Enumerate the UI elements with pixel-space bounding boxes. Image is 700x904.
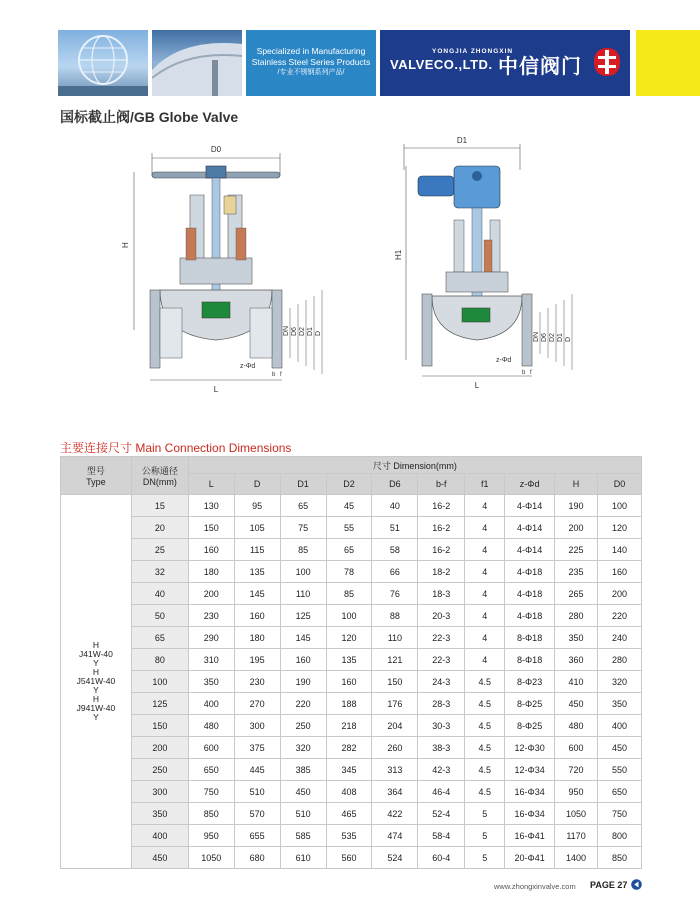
table-cell: 280 bbox=[555, 605, 598, 627]
table-cell: 30-3 bbox=[418, 715, 465, 737]
table-cell: 600 bbox=[188, 737, 234, 759]
type-line: J41W-40 bbox=[79, 649, 113, 659]
table-cell: 66 bbox=[372, 561, 418, 583]
table-cell: 800 bbox=[597, 825, 641, 847]
type-cell bbox=[61, 495, 132, 869]
header-photo-globe bbox=[58, 30, 148, 96]
table-cell: 78 bbox=[326, 561, 372, 583]
table-row bbox=[61, 847, 642, 869]
table-cell: 24-3 bbox=[418, 671, 465, 693]
slogan-line2: Stainless Steel Series Products bbox=[251, 57, 371, 67]
table-cell: 4 bbox=[465, 495, 505, 517]
footer-url: www.zhongxinvalve.com bbox=[494, 882, 576, 891]
dn-cell: 250 bbox=[131, 759, 188, 781]
table-cell: 450 bbox=[555, 693, 598, 715]
table-row bbox=[61, 517, 642, 539]
table-cell: 4 bbox=[465, 649, 505, 671]
table-row bbox=[61, 605, 642, 627]
table-cell: 385 bbox=[280, 759, 326, 781]
table-cell: 560 bbox=[326, 847, 372, 869]
table-cell: 16-Φ34 bbox=[505, 781, 555, 803]
electric-valve-drawing bbox=[394, 136, 572, 390]
label-bolt-left: z-Φd bbox=[240, 363, 256, 370]
table-cell: 120 bbox=[326, 627, 372, 649]
table-row bbox=[61, 627, 642, 649]
table-cell: 16-Φ41 bbox=[505, 825, 555, 847]
table-cell: 8-Φ25 bbox=[505, 715, 555, 737]
header-brand bbox=[380, 30, 630, 96]
dn-cell: 125 bbox=[131, 693, 188, 715]
table-cell: 270 bbox=[234, 693, 280, 715]
table-cell: 130 bbox=[188, 495, 234, 517]
zhongxin-logo-icon bbox=[592, 46, 622, 78]
dn-header-cn: 公称通径 bbox=[141, 466, 178, 476]
table-cell: 52-4 bbox=[418, 803, 465, 825]
type-line: H bbox=[92, 667, 99, 677]
table-cell: 650 bbox=[188, 759, 234, 781]
table-cell: 65 bbox=[326, 539, 372, 561]
table-cell: 585 bbox=[280, 825, 326, 847]
table-cell: 145 bbox=[280, 627, 326, 649]
table-cell: 42-3 bbox=[418, 759, 465, 781]
table-cell: 480 bbox=[555, 715, 598, 737]
table-cell: 524 bbox=[372, 847, 418, 869]
table-cell: 88 bbox=[372, 605, 418, 627]
table-cell: 16-2 bbox=[418, 539, 465, 561]
label-d-left: D bbox=[315, 330, 322, 336]
table-cell: 8-Φ18 bbox=[505, 627, 555, 649]
type-line: H bbox=[92, 640, 99, 650]
table-cell: 125 bbox=[280, 605, 326, 627]
label-d1-right: D1 bbox=[557, 333, 564, 342]
table-cell: 38-3 bbox=[418, 737, 465, 759]
table-cell: 20-3 bbox=[418, 605, 465, 627]
table-cell: 12-Φ34 bbox=[505, 759, 555, 781]
table-cell: 160 bbox=[234, 605, 280, 627]
table-cell: 85 bbox=[280, 539, 326, 561]
table-cell: 4-Φ14 bbox=[505, 517, 555, 539]
type-line: Y bbox=[93, 658, 99, 668]
column-header: D bbox=[234, 474, 280, 495]
label-d1-top: D1 bbox=[456, 136, 468, 145]
section-title: 主要连接尺寸 Main Connection Dimensions bbox=[60, 441, 292, 455]
label-d2-left: D2 bbox=[299, 327, 306, 336]
label-bolt-right: z-Φd bbox=[496, 357, 512, 364]
table-cell: 4 bbox=[465, 583, 505, 605]
type-header bbox=[61, 457, 132, 495]
table-cell: 100 bbox=[280, 561, 326, 583]
table-cell: 18-3 bbox=[418, 583, 465, 605]
table-row bbox=[61, 495, 642, 517]
label-f-right: f bbox=[530, 370, 532, 376]
table-cell: 320 bbox=[280, 737, 326, 759]
table-cell: 345 bbox=[326, 759, 372, 781]
table-cell: 40 bbox=[372, 495, 418, 517]
table-cell: 145 bbox=[234, 583, 280, 605]
label-l-left: L bbox=[213, 385, 219, 394]
table-cell: 8-Φ18 bbox=[505, 649, 555, 671]
table-cell: 16-2 bbox=[418, 495, 465, 517]
table-cell: 4.5 bbox=[465, 737, 505, 759]
table-cell: 750 bbox=[597, 803, 641, 825]
table-cell: 408 bbox=[326, 781, 372, 803]
table-cell: 8-Φ25 bbox=[505, 693, 555, 715]
table-cell: 310 bbox=[188, 649, 234, 671]
dn-cell: 350 bbox=[131, 803, 188, 825]
type-header-en: Type bbox=[86, 477, 106, 487]
table-cell: 135 bbox=[234, 561, 280, 583]
label-d-right: D bbox=[565, 336, 572, 342]
table-cell: 230 bbox=[234, 671, 280, 693]
table-cell: 95 bbox=[234, 495, 280, 517]
dn-cell: 32 bbox=[131, 561, 188, 583]
table-cell: 4.5 bbox=[465, 781, 505, 803]
brand-english: VALVECO.,LTD. bbox=[390, 57, 493, 72]
table-cell: 58-4 bbox=[418, 825, 465, 847]
table-cell: 76 bbox=[372, 583, 418, 605]
table-cell: 360 bbox=[555, 649, 598, 671]
table-cell: 4.5 bbox=[465, 671, 505, 693]
table-cell: 160 bbox=[280, 649, 326, 671]
table-row bbox=[61, 825, 642, 847]
table-row bbox=[61, 737, 642, 759]
table-cell: 100 bbox=[597, 495, 641, 517]
table-cell: 400 bbox=[188, 693, 234, 715]
dn-cell: 450 bbox=[131, 847, 188, 869]
table-cell: 480 bbox=[188, 715, 234, 737]
table-cell: 18-2 bbox=[418, 561, 465, 583]
dn-cell: 40 bbox=[131, 583, 188, 605]
dn-cell: 400 bbox=[131, 825, 188, 847]
dn-cell: 300 bbox=[131, 781, 188, 803]
type-line: J541W-40 bbox=[76, 676, 116, 686]
table-cell: 260 bbox=[372, 737, 418, 759]
type-line: Y bbox=[93, 685, 99, 695]
table-cell: 474 bbox=[372, 825, 418, 847]
table-cell: 5 bbox=[465, 825, 505, 847]
table-row bbox=[61, 539, 642, 561]
label-h1: H1 bbox=[394, 249, 403, 260]
dn-cell: 200 bbox=[131, 737, 188, 759]
table-cell: 120 bbox=[597, 517, 641, 539]
table-cell: 290 bbox=[188, 627, 234, 649]
table-cell: 282 bbox=[326, 737, 372, 759]
table-cell: 350 bbox=[597, 693, 641, 715]
table-cell: 850 bbox=[188, 803, 234, 825]
dn-cell: 20 bbox=[131, 517, 188, 539]
label-dn-left: DN bbox=[283, 325, 290, 336]
table-cell: 265 bbox=[555, 583, 598, 605]
label-b-right: b bbox=[522, 370, 526, 376]
table-cell: 190 bbox=[555, 495, 598, 517]
column-header: b-f bbox=[418, 474, 465, 495]
table-cell: 180 bbox=[188, 561, 234, 583]
table-cell: 200 bbox=[188, 583, 234, 605]
dn-cell: 65 bbox=[131, 627, 188, 649]
table-cell: 600 bbox=[555, 737, 598, 759]
table-cell: 58 bbox=[372, 539, 418, 561]
brand-pinyin: YONGJIA ZHONGXIN bbox=[432, 48, 514, 55]
column-header: D0 bbox=[597, 474, 641, 495]
table-cell: 150 bbox=[372, 671, 418, 693]
page-number: PAGE 27 bbox=[590, 880, 628, 890]
table-cell: 220 bbox=[280, 693, 326, 715]
table-cell: 115 bbox=[234, 539, 280, 561]
type-line: Y bbox=[93, 712, 99, 722]
table-cell: 240 bbox=[597, 627, 641, 649]
table-cell: 4 bbox=[465, 517, 505, 539]
table-cell: 160 bbox=[188, 539, 234, 561]
table-cell: 190 bbox=[280, 671, 326, 693]
table-cell: 160 bbox=[597, 561, 641, 583]
table-cell: 218 bbox=[326, 715, 372, 737]
dn-header bbox=[131, 457, 188, 495]
table-cell: 655 bbox=[234, 825, 280, 847]
table-cell: 4-Φ18 bbox=[505, 605, 555, 627]
brand-chinese: 中信阀门 bbox=[498, 56, 582, 78]
table-cell: 4-Φ14 bbox=[505, 495, 555, 517]
table-cell: 1050 bbox=[188, 847, 234, 869]
table-row bbox=[61, 561, 642, 583]
table-cell: 450 bbox=[597, 737, 641, 759]
slogan-line1: Specialized in Manufacturing bbox=[256, 46, 366, 56]
header-photo-tanks bbox=[152, 30, 242, 96]
table-row bbox=[61, 803, 642, 825]
dn-cell: 25 bbox=[131, 539, 188, 561]
table-cell: 110 bbox=[372, 627, 418, 649]
table-cell: 105 bbox=[234, 517, 280, 539]
table-cell: 100 bbox=[326, 605, 372, 627]
table-cell: 5 bbox=[465, 803, 505, 825]
table-cell: 16-Φ34 bbox=[505, 803, 555, 825]
header-yellow-block bbox=[636, 30, 700, 96]
table-row bbox=[61, 583, 642, 605]
table-cell: 28-3 bbox=[418, 693, 465, 715]
dimension-table bbox=[60, 456, 642, 869]
table-cell: 1170 bbox=[555, 825, 598, 847]
table-cell: 650 bbox=[597, 781, 641, 803]
table-cell: 20-Φ41 bbox=[505, 847, 555, 869]
table-row bbox=[61, 759, 642, 781]
table-cell: 150 bbox=[188, 517, 234, 539]
table-row bbox=[61, 693, 642, 715]
table-cell: 720 bbox=[555, 759, 598, 781]
label-d0: D0 bbox=[210, 145, 222, 154]
dn-cell: 80 bbox=[131, 649, 188, 671]
table-cell: 45 bbox=[326, 495, 372, 517]
table-cell: 5 bbox=[465, 847, 505, 869]
table-cell: 375 bbox=[234, 737, 280, 759]
table-cell: 195 bbox=[234, 649, 280, 671]
table-cell: 12-Φ30 bbox=[505, 737, 555, 759]
table-row bbox=[61, 671, 642, 693]
table-cell: 160 bbox=[326, 671, 372, 693]
dimension-header: 尺寸 Dimension(mm) bbox=[188, 457, 641, 474]
table-cell: 8-Φ23 bbox=[505, 671, 555, 693]
handwheel-valve-drawing bbox=[121, 145, 322, 394]
type-header-cn: 型号 bbox=[86, 466, 105, 476]
table-cell: 364 bbox=[372, 781, 418, 803]
header-slogan bbox=[246, 30, 376, 96]
table-cell: 4.5 bbox=[465, 693, 505, 715]
label-f-left: f bbox=[280, 372, 282, 378]
table-cell: 220 bbox=[597, 605, 641, 627]
table-cell: 65 bbox=[280, 495, 326, 517]
dn-cell: 15 bbox=[131, 495, 188, 517]
table-cell: 300 bbox=[234, 715, 280, 737]
dn-cell: 100 bbox=[131, 671, 188, 693]
table-cell: 4 bbox=[465, 605, 505, 627]
table-cell: 4.5 bbox=[465, 759, 505, 781]
label-l-right: L bbox=[474, 381, 480, 390]
table-cell: 230 bbox=[188, 605, 234, 627]
table-row bbox=[61, 649, 642, 671]
table-cell: 570 bbox=[234, 803, 280, 825]
slogan-line3: /专业不锈钢系列产品/ bbox=[277, 69, 345, 76]
table-cell: 750 bbox=[188, 781, 234, 803]
label-dn-right: DN bbox=[533, 331, 540, 342]
column-header: D1 bbox=[280, 474, 326, 495]
valve-drawings bbox=[120, 130, 590, 400]
table-cell: 140 bbox=[597, 539, 641, 561]
table-cell: 4-Φ14 bbox=[505, 539, 555, 561]
table-cell: 200 bbox=[597, 583, 641, 605]
table-row bbox=[61, 715, 642, 737]
table-cell: 85 bbox=[326, 583, 372, 605]
table-cell: 135 bbox=[326, 649, 372, 671]
label-b-left: b bbox=[272, 372, 276, 378]
table-cell: 950 bbox=[555, 781, 598, 803]
table-cell: 445 bbox=[234, 759, 280, 781]
table-cell: 313 bbox=[372, 759, 418, 781]
table-cell: 204 bbox=[372, 715, 418, 737]
table-cell: 1050 bbox=[555, 803, 598, 825]
table-cell: 320 bbox=[597, 671, 641, 693]
table-cell: 110 bbox=[280, 583, 326, 605]
column-header: L bbox=[188, 474, 234, 495]
table-cell: 22-3 bbox=[418, 649, 465, 671]
column-header: H bbox=[555, 474, 598, 495]
table-cell: 176 bbox=[372, 693, 418, 715]
label-h: H bbox=[121, 242, 130, 248]
label-d6-right: D6 bbox=[541, 333, 548, 342]
table-cell: 510 bbox=[280, 803, 326, 825]
table-cell: 400 bbox=[597, 715, 641, 737]
table-cell: 422 bbox=[372, 803, 418, 825]
table-cell: 235 bbox=[555, 561, 598, 583]
dn-cell: 150 bbox=[131, 715, 188, 737]
column-header: D2 bbox=[326, 474, 372, 495]
back-arrow-icon bbox=[631, 879, 642, 890]
column-header: D6 bbox=[372, 474, 418, 495]
table-cell: 410 bbox=[555, 671, 598, 693]
table-cell: 75 bbox=[280, 517, 326, 539]
table-cell: 280 bbox=[597, 649, 641, 671]
table-cell: 46-4 bbox=[418, 781, 465, 803]
table-cell: 450 bbox=[280, 781, 326, 803]
table-cell: 60-4 bbox=[418, 847, 465, 869]
column-header: f1 bbox=[465, 474, 505, 495]
table-cell: 4.5 bbox=[465, 715, 505, 737]
table-cell: 465 bbox=[326, 803, 372, 825]
dn-cell: 50 bbox=[131, 605, 188, 627]
table-cell: 250 bbox=[280, 715, 326, 737]
table-cell: 225 bbox=[555, 539, 598, 561]
table-cell: 4-Φ18 bbox=[505, 561, 555, 583]
table-row bbox=[61, 781, 642, 803]
table-cell: 350 bbox=[555, 627, 598, 649]
label-d2-right: D2 bbox=[549, 333, 556, 342]
column-header: z-Φd bbox=[505, 474, 555, 495]
table-header-row bbox=[61, 457, 642, 474]
table-cell: 510 bbox=[234, 781, 280, 803]
table-cell: 850 bbox=[597, 847, 641, 869]
table-cell: 350 bbox=[188, 671, 234, 693]
table-cell: 180 bbox=[234, 627, 280, 649]
page-title: 国标截止阀/GB Globe Valve bbox=[60, 109, 239, 125]
table-cell: 535 bbox=[326, 825, 372, 847]
label-d6-left: D6 bbox=[291, 327, 298, 336]
table-cell: 610 bbox=[280, 847, 326, 869]
table-cell: 200 bbox=[555, 517, 598, 539]
table-cell: 51 bbox=[372, 517, 418, 539]
table-cell: 55 bbox=[326, 517, 372, 539]
dn-header-en: DN(mm) bbox=[142, 477, 177, 487]
table-cell: 680 bbox=[234, 847, 280, 869]
table-cell: 550 bbox=[597, 759, 641, 781]
table-cell: 4 bbox=[465, 561, 505, 583]
table-cell: 4-Φ18 bbox=[505, 583, 555, 605]
table-cell: 22-3 bbox=[418, 627, 465, 649]
type-line: J941W-40 bbox=[76, 703, 116, 713]
table-cell: 121 bbox=[372, 649, 418, 671]
table-cell: 16-2 bbox=[418, 517, 465, 539]
label-d1-left: D1 bbox=[307, 327, 314, 336]
table-cell: 1400 bbox=[555, 847, 598, 869]
table-cell: 4 bbox=[465, 627, 505, 649]
table-cell: 950 bbox=[188, 825, 234, 847]
type-line: H bbox=[92, 694, 99, 704]
table-cell: 188 bbox=[326, 693, 372, 715]
table-cell: 4 bbox=[465, 539, 505, 561]
